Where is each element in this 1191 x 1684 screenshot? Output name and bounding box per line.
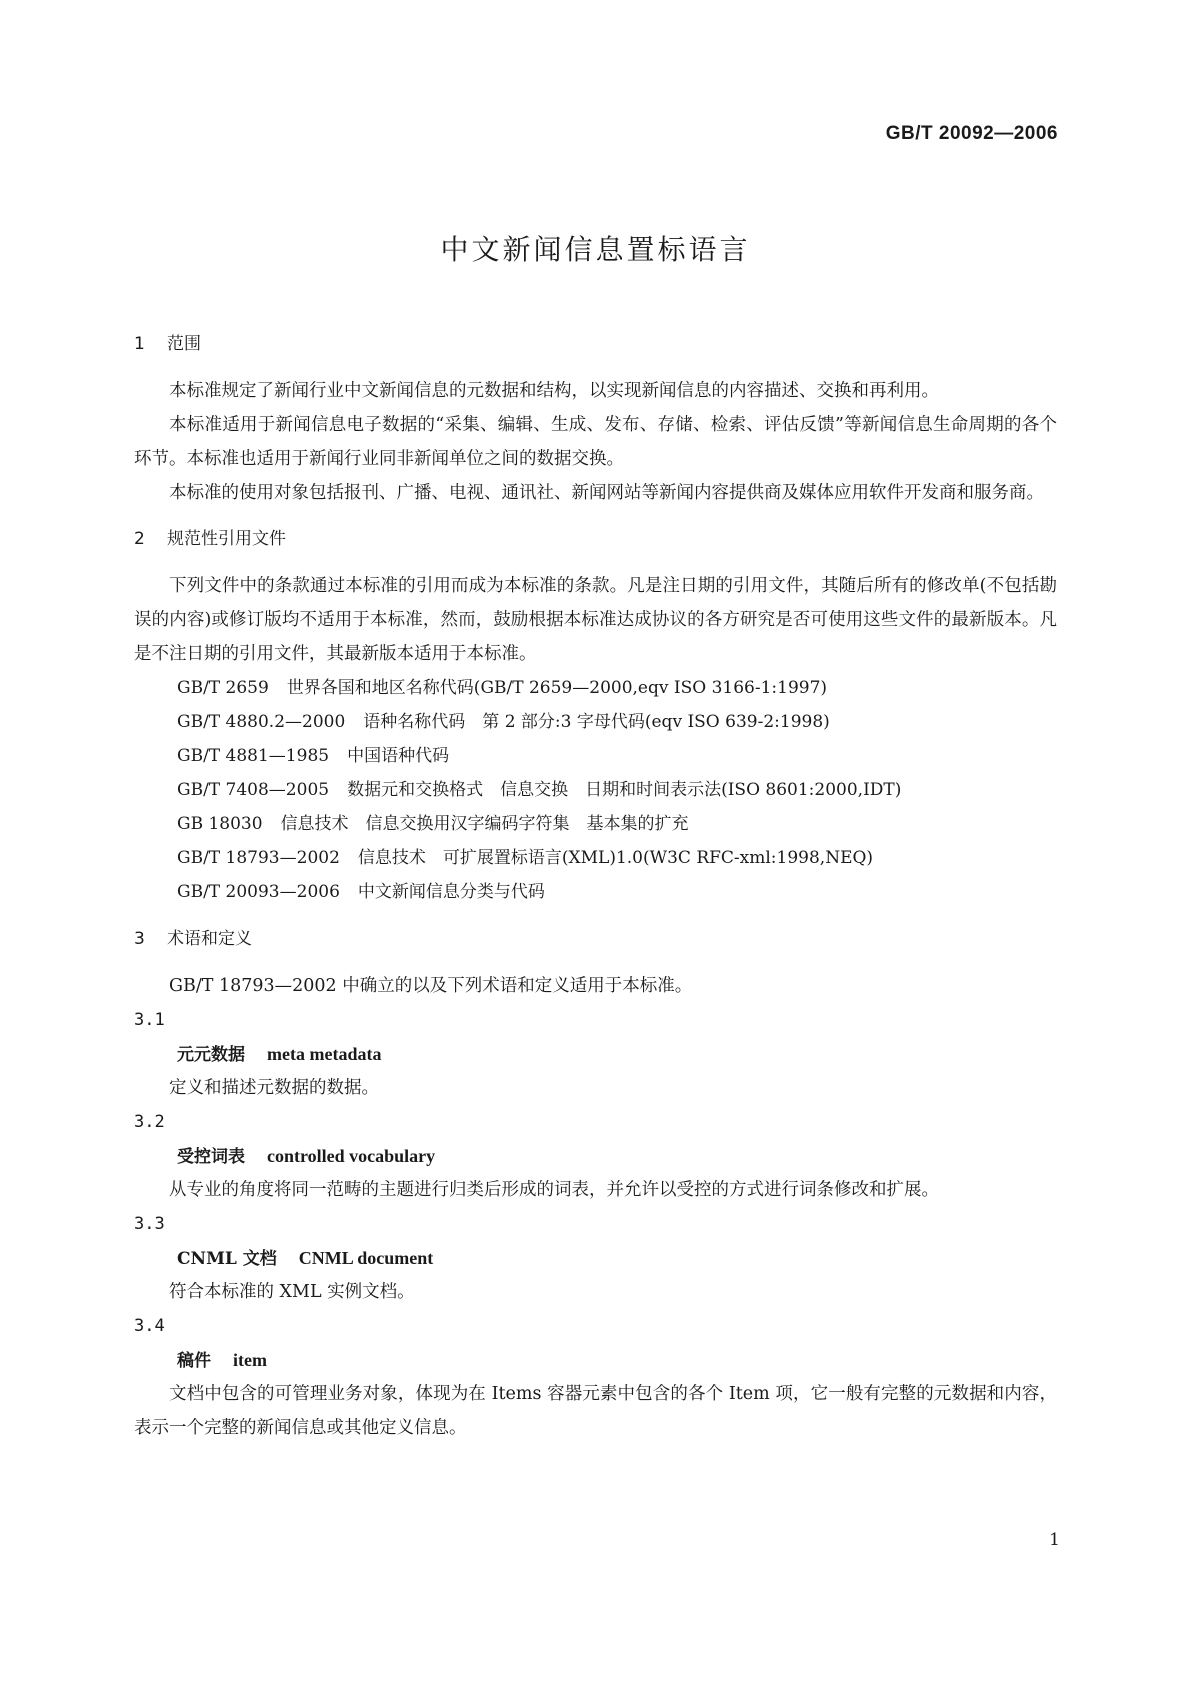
reference-code: GB/T 7408—2005	[177, 780, 330, 800]
paragraph: 本标准规定了新闻行业中文新闻信息的元数据和结构，以实现新闻信息的内容描述、交换和再利用。	[169, 381, 939, 401]
paragraph: 本标准的使用对象包括报刊、广播、电视、通讯社、新闻网站等新闻内容提供商及媒体应用软件开发商和服务商。	[169, 483, 1044, 503]
reference-item	[134, 807, 1057, 841]
section-title: 范围	[167, 334, 201, 354]
term-chinese: 元元数据	[177, 1045, 245, 1065]
paragraph: 下列文件中的条款通过本标准的引用而成为本标准的条款。凡是注日期的引用文件，其随后所有的修改单(不包括勘误的内容)或修订版均不适用于本标准，然而，鼓励根据本标准达成协议的各方研究是否可使用这些文件的最新版本。凡是不注日期的引用文件，其最新版本适用于本标准。	[134, 576, 1057, 664]
term-heading	[134, 1139, 1057, 1173]
reference-item	[134, 739, 1057, 773]
section-number: 3	[134, 929, 145, 949]
term-english: CNML document	[298, 1248, 434, 1268]
reference-title: 语种名称代码 第 2 部分:3 字母代码(eqv ISO 639-2:1998)	[363, 712, 830, 732]
standard-code: GB/T 20092—2006	[885, 123, 1058, 144]
section-heading-normative-references	[134, 527, 1057, 551]
term-definition: 文档中包含的可管理业务对象，体现为在 Items 容器元素中包含的各个 Item 项，它一般有完整的元数据和内容，表示一个完整的新闻信息或其他定义信息。	[134, 1384, 1057, 1438]
reference-item	[134, 841, 1057, 875]
reference-item	[134, 773, 1057, 807]
term-chinese: 稿件	[177, 1351, 211, 1371]
reference-title: 信息技术 可扩展置标语言(XML)1.0(W3C RFC-xml:1998,NEQ)	[357, 848, 874, 868]
term-english: item	[233, 1350, 267, 1370]
term-definition: 从专业的角度将同一范畴的主题进行归类后形成的词表，并允许以受控的方式进行词条修改和扩展。	[169, 1180, 939, 1200]
page-number: 1	[1049, 1530, 1060, 1550]
term-english: meta metadata	[267, 1044, 382, 1064]
reference-title: 中国语种代码	[347, 746, 450, 766]
reference-item	[134, 705, 1057, 739]
term-heading	[134, 1037, 1057, 1071]
term-number: 3.2	[134, 1112, 165, 1132]
term-chinese: 受控词表	[177, 1147, 245, 1167]
document-body	[134, 332, 1057, 1445]
term-number: 3.3	[134, 1214, 165, 1234]
term-number: 3.1	[134, 1010, 165, 1030]
paragraph: GB/T 18793—2002 中确立的以及下列术语和定义适用于本标准。	[169, 976, 693, 996]
reference-title: 信息技术 信息交换用汉字编码字符集 基本集的扩充	[280, 814, 689, 834]
reference-code: GB/T 18793—2002	[177, 848, 340, 868]
reference-code: GB/T 2659	[177, 678, 269, 698]
term-heading	[134, 1241, 1057, 1275]
section-heading-terms-and-definitions	[134, 927, 1057, 951]
paragraph: 本标准适用于新闻信息电子数据的“采集、编辑、生成、发布、存储、检索、评估反馈”等新闻信息生命周期的各个环节。本标准也适用于新闻行业同非新闻单位之间的数据交换。	[134, 415, 1057, 469]
reference-code: GB/T 20093—2006	[177, 882, 340, 902]
reference-title: 数据元和交换格式 信息交换 日期和时间表示法(ISO 8601:2000,IDT)	[347, 780, 902, 800]
reference-item	[134, 875, 1057, 909]
section-title: 规范性引用文件	[167, 529, 286, 549]
reference-title: 中文新闻信息分类与代码	[357, 882, 545, 902]
reference-code: GB 18030	[177, 814, 263, 834]
section-number: 2	[134, 529, 145, 549]
term-definition: 定义和描述元数据的数据。	[169, 1078, 379, 1098]
term-number: 3.4	[134, 1316, 165, 1336]
term-chinese: CNML 文档	[177, 1249, 277, 1269]
reference-item	[134, 671, 1057, 705]
section-heading-scope	[134, 332, 1057, 356]
section-title: 术语和定义	[167, 929, 252, 949]
term-english: controlled vocabulary	[267, 1146, 436, 1166]
section-number: 1	[134, 334, 145, 354]
term-heading	[134, 1343, 1057, 1377]
reference-code: GB/T 4881—1985	[177, 746, 330, 766]
document-title: 中文新闻信息置标语言	[440, 233, 751, 266]
reference-title: 世界各国和地区名称代码(GB/T 2659—2000,eqv ISO 3166-1:1997)	[286, 678, 828, 698]
term-definition: 符合本标准的 XML 实例文档。	[169, 1282, 415, 1302]
reference-code: GB/T 4880.2—2000	[177, 712, 346, 732]
